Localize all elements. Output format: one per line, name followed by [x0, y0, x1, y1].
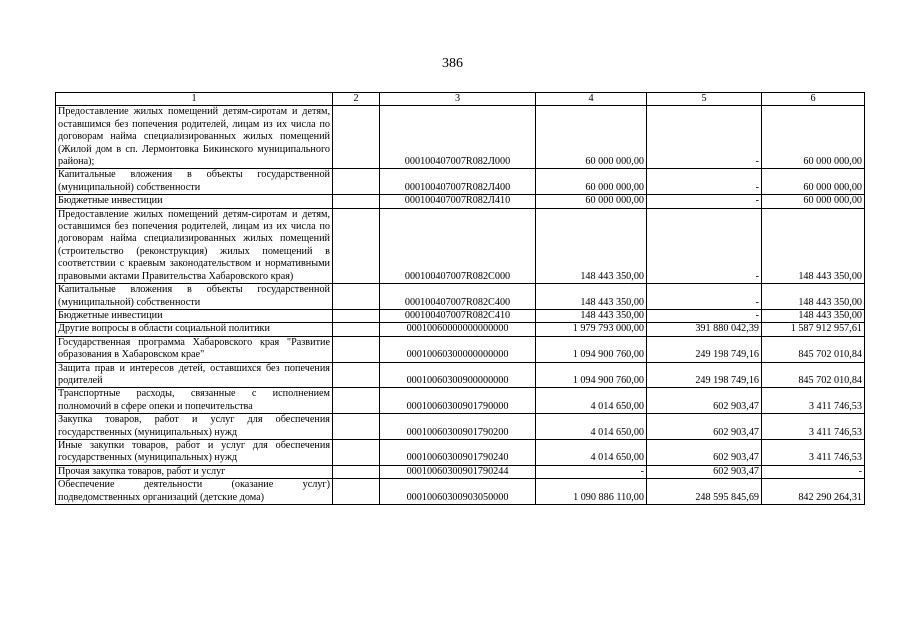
- row-code: 000100407007R082Л400: [380, 169, 536, 195]
- row-name: Капитальные вложения в объекты государственной (муниципальной) собственности: [56, 169, 333, 195]
- table-row: [56, 106, 865, 169]
- row-col2: [333, 208, 380, 283]
- row-col5: -: [647, 208, 762, 283]
- row-name: Прочая закупка товаров, работ и услуг: [56, 465, 333, 478]
- row-col4: 60 000 000,00: [536, 169, 647, 195]
- row-col6: 845 702 010,84: [762, 336, 865, 362]
- row-col5: 602 903,47: [647, 414, 762, 440]
- row-name: Капитальные вложения в объекты государственной (муниципальной) собственности: [56, 284, 333, 310]
- row-col5: -: [647, 106, 762, 169]
- row-col2: [333, 195, 380, 208]
- header-cell-5: 5: [647, 93, 762, 106]
- row-name: Бюджетные инвестиции: [56, 309, 333, 322]
- row-code: 00010060300901790244: [380, 465, 536, 478]
- row-name: Государственная программа Хабаровского края "Развитие образования в Хабаровском крае": [56, 336, 333, 362]
- header-cell-2: 2: [333, 93, 380, 106]
- table-row: [56, 388, 865, 414]
- table-row: [56, 208, 865, 283]
- table-row: [56, 309, 865, 322]
- row-col4: 1 090 886 110,00: [536, 479, 647, 505]
- row-col6: 60 000 000,00: [762, 195, 865, 208]
- row-col6: 148 443 350,00: [762, 208, 865, 283]
- row-col2: [333, 479, 380, 505]
- row-col4: 148 443 350,00: [536, 309, 647, 322]
- row-col2: [333, 309, 380, 322]
- row-col2: [333, 414, 380, 440]
- row-col4: 60 000 000,00: [536, 106, 647, 169]
- row-col5: 602 903,47: [647, 465, 762, 478]
- row-col2: [333, 336, 380, 362]
- table-row: [56, 284, 865, 310]
- row-col2: [333, 106, 380, 169]
- row-col4: 1 979 793 000,00: [536, 323, 647, 336]
- header-cell-6: 6: [762, 93, 865, 106]
- budget-table-body: [56, 93, 865, 505]
- row-col5: 602 903,47: [647, 388, 762, 414]
- row-col5: 602 903,47: [647, 439, 762, 465]
- row-col2: [333, 284, 380, 310]
- row-code: 000100407007R082С000: [380, 208, 536, 283]
- row-col4: 60 000 000,00: [536, 195, 647, 208]
- row-name: Предоставление жилых помещений детям-сиротам и детям, оставшимся без попечения родителей, лицам из их числа по договорам найма специализированных жилых помещений (строительство (реконструкция) жилых помещений в соответствии с краевым законодательством и нормативными правовыми актами Правительства Хабаровского края): [56, 208, 333, 283]
- row-col4: 4 014 650,00: [536, 414, 647, 440]
- header-cell-3: 3: [380, 93, 536, 106]
- table-row: [56, 195, 865, 208]
- row-code: 000100407007R082С410: [380, 309, 536, 322]
- row-code: 00010060300000000000: [380, 336, 536, 362]
- row-name: Бюджетные инвестиции: [56, 195, 333, 208]
- row-code: 00010060300903050000: [380, 479, 536, 505]
- row-col4: 1 094 900 760,00: [536, 336, 647, 362]
- row-col4: 148 443 350,00: [536, 284, 647, 310]
- row-col6: 148 443 350,00: [762, 284, 865, 310]
- row-col2: [333, 169, 380, 195]
- row-col6: 1 587 912 957,61: [762, 323, 865, 336]
- table-row: [56, 362, 865, 388]
- row-col6: 3 411 746,53: [762, 388, 865, 414]
- row-name: Транспортные расходы, связанные с исполнением полномочий в сфере опеки и попечительства: [56, 388, 333, 414]
- row-col6: 3 411 746,53: [762, 414, 865, 440]
- row-code: 000100407007R082Л000: [380, 106, 536, 169]
- table-row: [56, 323, 865, 336]
- row-col5: -: [647, 169, 762, 195]
- row-col2: [333, 388, 380, 414]
- row-col6: 60 000 000,00: [762, 106, 865, 169]
- row-name: Обеспечение деятельности (оказание услуг) подведомственных организаций (детские дома): [56, 479, 333, 505]
- table-row: [56, 439, 865, 465]
- row-code: 00010060300900000000: [380, 362, 536, 388]
- row-col4: 4 014 650,00: [536, 388, 647, 414]
- header-cell-4: 4: [536, 93, 647, 106]
- row-col6: 148 443 350,00: [762, 309, 865, 322]
- table-row: [56, 414, 865, 440]
- row-col5: 249 198 749,16: [647, 336, 762, 362]
- row-col4: 1 094 900 760,00: [536, 362, 647, 388]
- table-header-row: [56, 93, 865, 106]
- row-name: Другие вопросы в области социальной политики: [56, 323, 333, 336]
- row-col6: 842 290 264,31: [762, 479, 865, 505]
- row-col5: -: [647, 309, 762, 322]
- row-col6: 3 411 746,53: [762, 439, 865, 465]
- header-cell-1: 1: [56, 93, 333, 106]
- row-name: Закупка товаров, работ и услуг для обеспечения государственных (муниципальных) нужд: [56, 414, 333, 440]
- row-col5: 391 880 042,39: [647, 323, 762, 336]
- row-col4: 4 014 650,00: [536, 439, 647, 465]
- row-col6: 60 000 000,00: [762, 169, 865, 195]
- row-name: Иные закупки товаров, работ и услуг для обеспечения государственных (муниципальных) нужд: [56, 439, 333, 465]
- row-col6: -: [762, 465, 865, 478]
- row-code: 00010060300901790000: [380, 388, 536, 414]
- row-col5: -: [647, 195, 762, 208]
- table-row: [56, 169, 865, 195]
- table-row: [56, 465, 865, 478]
- row-col4: -: [536, 465, 647, 478]
- row-col2: [333, 465, 380, 478]
- row-col4: 148 443 350,00: [536, 208, 647, 283]
- row-col5: 248 595 845,69: [647, 479, 762, 505]
- row-code: 000100407007R082С400: [380, 284, 536, 310]
- row-col2: [333, 439, 380, 465]
- row-code: 000100407007R082Л410: [380, 195, 536, 208]
- row-col2: [333, 323, 380, 336]
- row-col2: [333, 362, 380, 388]
- row-code: 00010060300901790200: [380, 414, 536, 440]
- row-col5: -: [647, 284, 762, 310]
- row-name: Защита прав и интересов детей, оставшихся без попечения родителей: [56, 362, 333, 388]
- budget-table: [55, 92, 865, 505]
- row-code: 00010060300901790240: [380, 439, 536, 465]
- row-name: Предоставление жилых помещений детям-сиротам и детям, оставшимся без попечения родителей, лицам из их числа по договорам найма специализированных жилых помещений (Жилой дом в сп. Лермонтовка Бикинского муниципального района);: [56, 106, 333, 169]
- row-code: 00010060000000000000: [380, 323, 536, 336]
- row-col5: 249 198 749,16: [647, 362, 762, 388]
- row-col6: 845 702 010,84: [762, 362, 865, 388]
- table-row: [56, 479, 865, 505]
- page-number: 386: [442, 56, 463, 71]
- table-row: [56, 336, 865, 362]
